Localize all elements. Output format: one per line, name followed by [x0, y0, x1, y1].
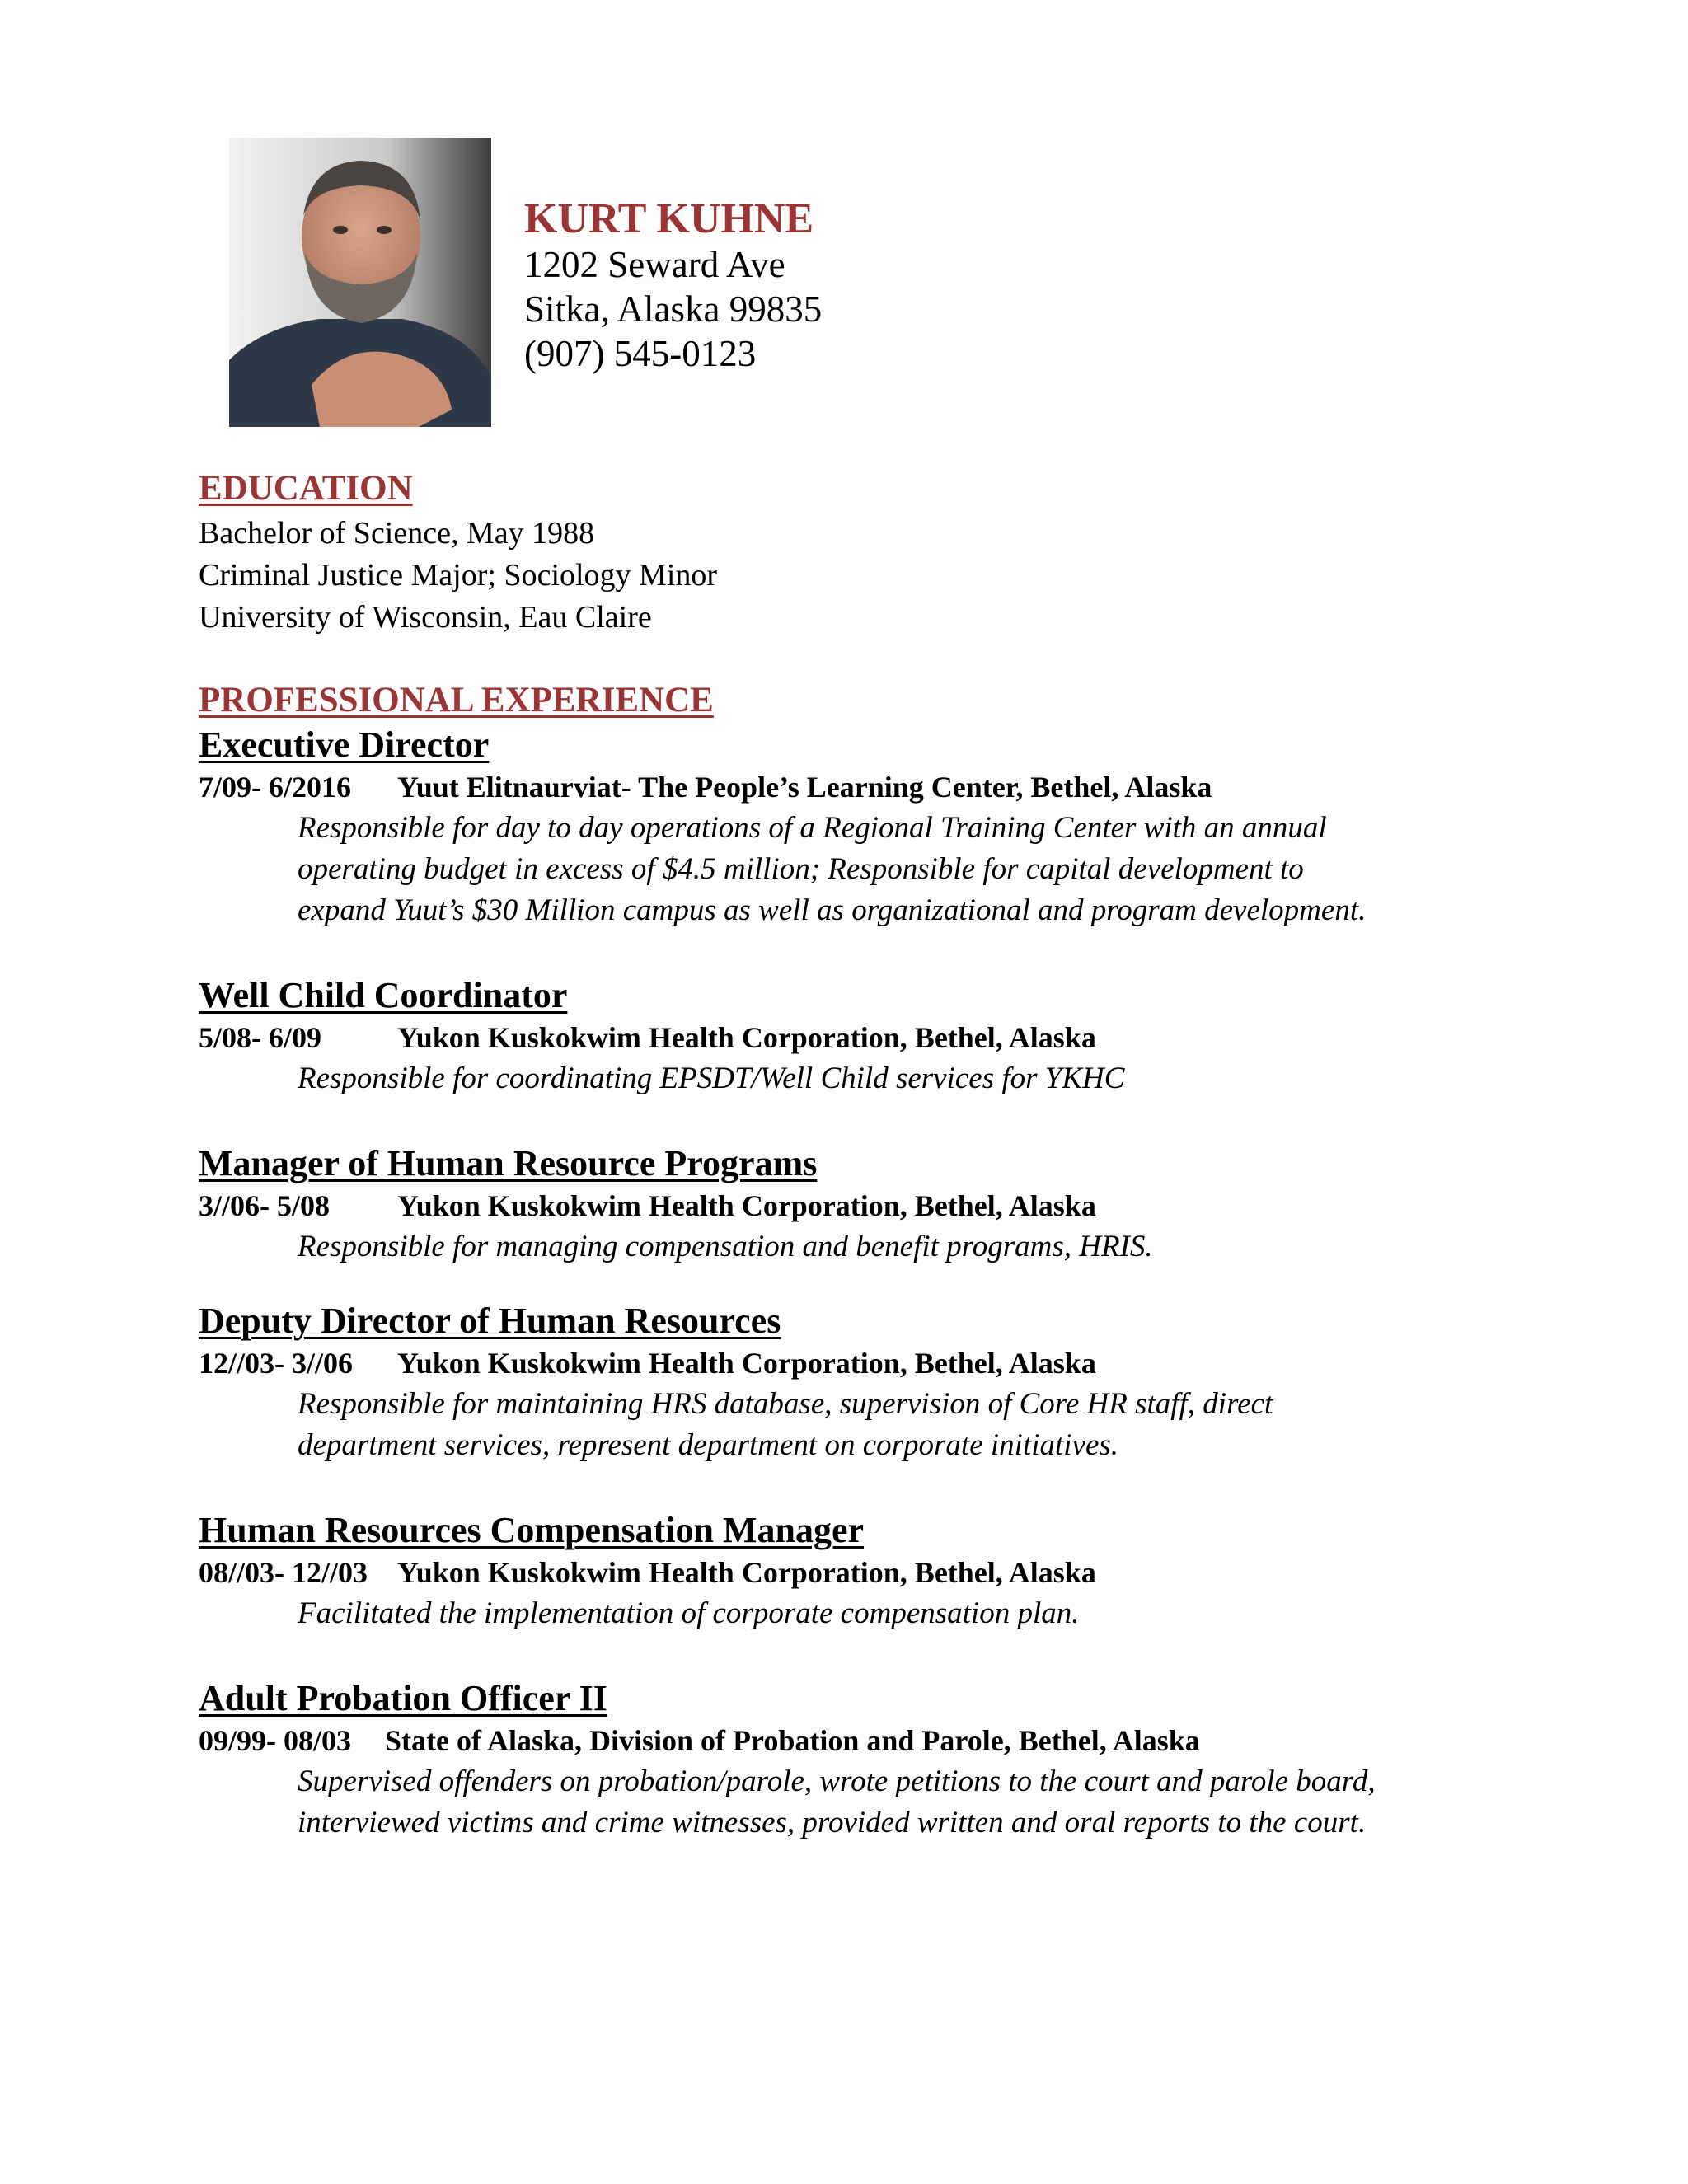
- address-line-1: 1202 Seward Ave: [524, 244, 785, 285]
- education-line: Bachelor of Science, May 1988: [199, 516, 595, 551]
- job-description-line: Responsible for coordinating EPSDT/Well Child services for YKHC: [298, 1062, 1125, 1095]
- education-section: [199, 513, 717, 639]
- job-entry: [199, 1509, 1096, 1634]
- job-dates: 08//03- 12//03: [199, 1556, 368, 1589]
- job-title: Human Resources Compensation Manager: [199, 1510, 865, 1550]
- job-organization: Yukon Kuskokwim Health Corporation, Bethel, Alaska: [397, 1556, 1096, 1589]
- job-dates: 7/09- 6/2016: [199, 771, 351, 804]
- job-organization: State of Alaska, Division of Probation and Parole, Bethel, Alaska: [385, 1724, 1200, 1757]
- job-entry: [199, 1677, 1376, 1844]
- job-description-line: Facilitated the implementation of corporate compensation plan.: [298, 1596, 1080, 1630]
- job-organization: Yukon Kuskokwim Health Corporation, Bethel, Alaska: [397, 1189, 1096, 1222]
- job-entry: [199, 1142, 1153, 1268]
- candidate-name: KURT KUHNE: [524, 195, 814, 242]
- job-title: Manager of Human Resource Programs: [199, 1143, 818, 1183]
- job-title: Deputy Director of Human Resources: [199, 1301, 781, 1341]
- job-meta: [199, 1720, 1376, 1761]
- job-description-line: department services, represent department on corporate initiatives.: [298, 1428, 1119, 1462]
- job-meta: [199, 1552, 1096, 1593]
- job-description-line: Responsible for managing compensation and benefit programs, HRIS.: [298, 1230, 1153, 1263]
- experience-heading: PROFESSIONAL EXPERIENCE: [199, 681, 714, 719]
- job-title: Adult Probation Officer II: [199, 1678, 607, 1718]
- job-dates: 09/99- 08/03: [199, 1724, 351, 1757]
- contact-block: [524, 196, 822, 376]
- job-description-line: Responsible for day to day operations of a Regional Training Center with an annual: [298, 811, 1327, 845]
- job-meta: [199, 1343, 1273, 1384]
- job-dates: 12//03- 3//06: [199, 1347, 353, 1380]
- job-description-line: Supervised offenders on probation/parole, wrote petitions to the court and parole board,: [298, 1765, 1376, 1798]
- job-meta: [199, 1017, 1124, 1058]
- education-line: Criminal Justice Major; Sociology Minor: [199, 558, 718, 593]
- job-description-line: Responsible for maintaining HRS database, supervision of Core HR staff, direct: [298, 1387, 1273, 1421]
- job-dates: 3//06- 5/08: [199, 1189, 330, 1222]
- phone-number: (907) 545-0123: [524, 333, 757, 374]
- profile-photo-image: [229, 138, 491, 427]
- job-entry: [199, 974, 1124, 1099]
- education-heading: EDUCATION: [199, 469, 413, 508]
- job-entry: [199, 724, 1366, 931]
- job-description-line: operating budget in excess of $4.5 million; Responsible for capital development to: [298, 852, 1304, 886]
- job-meta: [199, 766, 1366, 808]
- profile-photo: [229, 138, 491, 427]
- job-entry: [199, 1300, 1273, 1466]
- job-meta: [199, 1185, 1153, 1226]
- address-line-2: Sitka, Alaska 99835: [524, 288, 823, 330]
- job-title: Well Child Coordinator: [199, 975, 568, 1015]
- job-organization: Yuut Elitnaurviat- The People’s Learning Center, Bethel, Alaska: [397, 771, 1212, 804]
- education-line: University of Wisconsin, Eau Claire: [199, 600, 652, 635]
- job-organization: Yukon Kuskokwim Health Corporation, Bethel, Alaska: [397, 1347, 1096, 1380]
- job-dates: 5/08- 6/09: [199, 1021, 321, 1054]
- job-description-line: expand Yuut’s $30 Million campus as well as organizational and program development.: [298, 893, 1367, 927]
- job-description-line: interviewed victims and crime witnesses, provided written and oral reports to the court.: [298, 1806, 1367, 1840]
- job-title: Executive Director: [199, 724, 490, 765]
- job-organization: Yukon Kuskokwim Health Corporation, Bethel, Alaska: [397, 1021, 1096, 1054]
